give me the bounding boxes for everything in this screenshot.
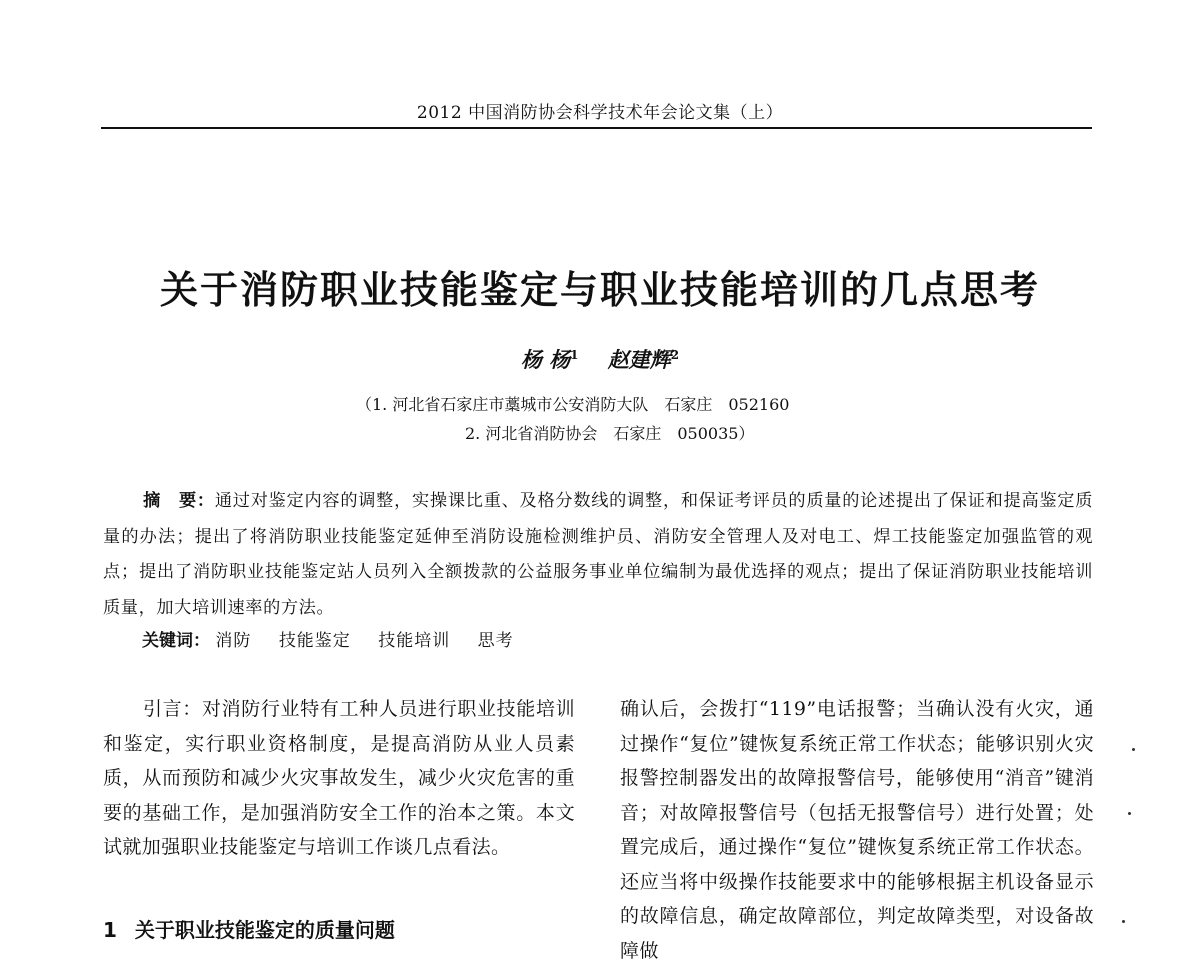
author-affil-marker: 1 — [570, 348, 579, 362]
keyword: 技能鉴定 — [278, 631, 351, 651]
affiliation-1: （1. 河北省石家庄市藁城市公安消防大队 石家庄 052160 — [356, 395, 790, 414]
author-name: 赵建辉 — [607, 347, 671, 372]
abstract — [103, 484, 1093, 626]
running-header: 2012 中国消防协会科学技术年会论文集（上） — [416, 103, 784, 123]
intro-paragraph: 引言：对消防行业特有工种人员进行职业技能培训和鉴定，实行职业资格制度，是提高消防从业人员素质，从而预防和减少火灾事故发生，减少火灾危害的重要的基础工作，是加强消防安全工作的治本之策。本文试就加强职业技能鉴定与培训工作谈几点看法。 — [103, 698, 575, 858]
scan-speck — [1128, 812, 1131, 815]
abstract-text: 通过对鉴定内容的调整，实操课比重、及格分数线的调整，和保证考评员的质量的论述提出了保证和提高鉴定质量的办法；提出了将消防职业技能鉴定延伸至消防设施检测维护员、消防安全管理人及对电工、焊工技能鉴定加强监管的观点；提出了消防职业技能鉴定站人员列入全额拨款的公益服务事业单位编制为最优选择的观点；提出了保证消防职业技能培训质量，加大培训速率的方法。 — [103, 491, 1094, 618]
paper-title: 关于消防职业技能鉴定与职业技能培训的几点思考 — [159, 268, 1040, 312]
affiliation-2: 2. 河北省消防协会 石家庄 050035） — [465, 424, 755, 443]
header-rule — [101, 127, 1092, 129]
section-number: 1 — [103, 918, 117, 942]
scan-speck — [1132, 748, 1135, 751]
keyword: 思考 — [477, 631, 514, 651]
author-line — [0, 344, 1200, 374]
author-affil-marker: 2 — [670, 348, 680, 362]
abstract-label: 摘 要： — [143, 491, 215, 511]
author-name: 杨 杨 — [520, 347, 571, 372]
keyword: 消防 — [215, 631, 252, 651]
scan-speck — [1122, 920, 1125, 923]
body-column-right — [620, 692, 1094, 968]
body-column-left — [103, 692, 575, 865]
keywords-label: 关键词： — [142, 631, 210, 651]
section-title: 关于职业技能鉴定的质量问题 — [134, 918, 395, 942]
keyword: 技能培训 — [378, 631, 451, 651]
keywords — [142, 626, 536, 651]
section-heading — [103, 914, 395, 943]
body-paragraph: 确认后，会拨打“119”电话报警；当确认没有火灾，通过操作“复位”键恢复系统正常工作状态；能够识别火灾报警控制器发出的故障报警信号，能够使用“消音”键消音；对故障报警信号（包括无报警信号）进行处置；处置完成后，通过操作“复位”键恢复系统正常工作状态。还应当将中级操作技能要求中的能够根据主机设备显示的故障信息，确定故障部位，判定故障类型，对设备故障做 — [620, 698, 1094, 962]
